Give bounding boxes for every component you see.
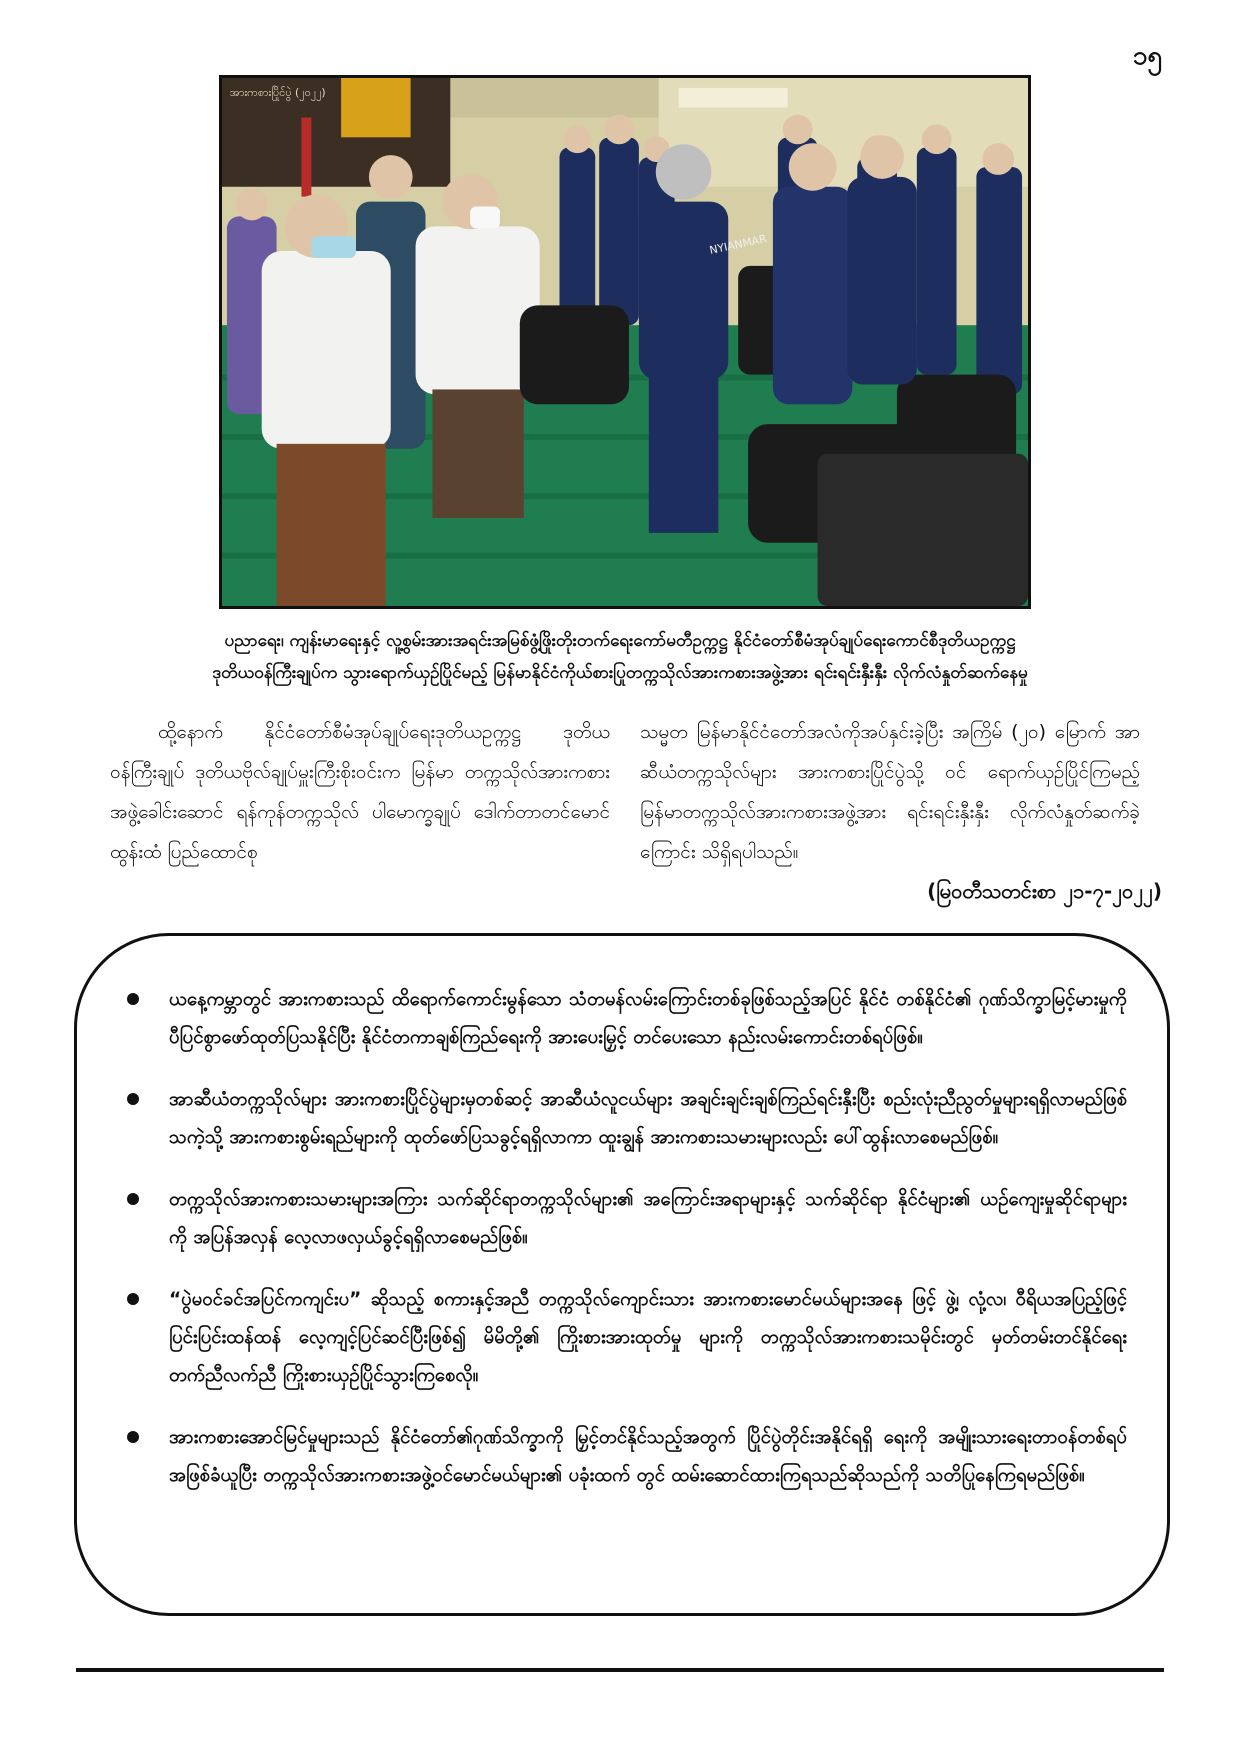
article-left-column: ထို့နောက် နိုင်ငံတော်စီမံအုပ်ချုပ်ရေးဒုတိယဥက္ကဋ္ဌ ဒုတိယဝန်ကြီးချုပ် ဒုတိယဗိုလ်ချုပ်မှူးကြီးစိုးဝင်းက မြန်မာ တက္ကသိုလ်အားကစားအဖွဲ့ခေါင်းဆောင် ရန်ကုန်တက္ကသိုလ် ပါမောက္ခချုပ် ဒေါက်တာတင်မောင်ထွန်းထံ ပြည်ထောင်စု <box>110 721 610 863</box>
stage-banner-text: အားကစားပြိုင်ပွဲ (၂၀၂၂) <box>229 85 326 99</box>
list-item <box>127 1281 1127 1395</box>
page-number: ၁၅ <box>1132 41 1162 71</box>
photo-caption <box>80 625 1160 689</box>
list-item <box>127 1419 1127 1495</box>
highlights-box <box>74 933 1170 1616</box>
caption-line-2: ဒုတိယဝန်ကြီးချုပ်က သွားရောက်ယှဉ်ပြိုင်မည့် မြန်မာနိုင်ငံကိုယ်စားပြုတက္ကသိုလ်အားကစားအဖွဲ့အား ရင်းရင်းနှီးနှီး လိုက်လံနှုတ်ဆက်နေမှု <box>212 663 1028 683</box>
bullet-icon <box>127 993 139 1005</box>
highlight-text: ယနေ့ကမ္ဘာတွင် အားကစားသည် ထိရောက်ကောင်းမွန်သော သံတမန်လမ်းကြောင်းတစ်ခုဖြစ်သည့်အပြင် နိုင်ငံ တစ်နိုင်ငံ၏ ဂုဏ်သိက္ခာမြင့်မားမှုကို ပီပြင်စွာဖော်ထုတ်ပြသနိုင်ပြီး နိုင်ငံတကာချစ်ကြည်ရေးကို အားပေးမြှင့် တင်ပေးသော နည်းလမ်းကောင်းတစ်ရပ်ဖြစ်။ <box>169 989 1127 1048</box>
list-item <box>127 1181 1127 1257</box>
list-item <box>127 1081 1127 1157</box>
highlight-text: “ပွဲမဝင်ခင်အပြင်ကကျင်းပ” ဆိုသည့် စကားနှင့်အညီ တက္ကသိုလ်ကျောင်းသား အားကစားမောင်မယ်များအနေ ဖြင့် ဖွဲ့၊ လုံ့လ၊ ဝီရိယအပြည့်ဖြင့် ပြင်းပြင်းထန်ထန် လေ့ကျင့်ပြင်ဆင်ပြီးဖြစ်၍ မိမိတို့၏ ကြိုးစားအားထုတ်မှု များကို တက္ကသိုလ်အားကစားသမိုင်းတွင် မှတ်တမ်းတင်နိုင်ရေး တက်ညီလက်ညီ ကြိုးစားယှဉ်ပြိုင်သွားကြစေလို။ <box>169 1289 1127 1386</box>
bullet-icon <box>127 1293 139 1305</box>
bottom-divider <box>76 1668 1164 1672</box>
highlight-text: တက္ကသိုလ်အားကစားသမားများအကြား သက်ဆိုင်ရာတက္ကသိုလ်များ၏ အကြောင်းအရာများနှင့် သက်ဆိုင်ရာ နိုင်ငံများ၏ ယဉ်ကျေးမှုဆိုင်ရာများကို အပြန်အလှန် လေ့လာဖလှယ်ခွင့်ရရှိလာစေမည်ဖြစ်။ <box>169 1189 1127 1248</box>
article-source: (မြဝတီသတင်းစာ ၂၁-၇-၂၀၂၂) <box>927 879 1162 903</box>
jacket-text: NYIANMAR <box>708 232 768 257</box>
news-photo <box>219 75 1031 609</box>
article-right-column: သမ္မတ မြန်မာနိုင်ငံတော်အလံကိုအပ်နှင်းခဲ့ပြီး အကြိမ် (၂၀) မြောက် အာဆီယံတက္ကသိုလ်များ အားကစားပြိုင်ပွဲသို့ ဝင် ရောက်ယှဉ်ပြိုင်ကြမည့် မြန်မာတက္ကသိုလ်အားကစားအဖွဲ့အား ရင်းရင်းနှီးနှီး လိုက်လံနှုတ်ဆက်ခဲ့ကြောင်း သိရှိရပါသည်။ <box>640 721 1140 863</box>
bullet-icon <box>127 1093 139 1105</box>
list-item <box>127 981 1127 1057</box>
highlights-list <box>127 981 1127 1519</box>
highlight-text: အားကစားအောင်မြင်မှုများသည် နိုင်ငံတော်၏ဂုဏ်သိက္ခာကို မြှင့်တင်နိုင်သည့်အတွက် ပြိုင်ပွဲတိုင်းအနိုင်ရရှိ ရေးကို အမျိုးသားရေးတာဝန်တစ်ရပ်အဖြစ်ခံယူပြီး တက္ကသိုလ်အားကစားအဖွဲ့ဝင်မောင်မယ်များ၏ ပခုံးထက် တွင် ထမ်းဆောင်ထားကြရသည်ဆိုသည်ကို သတိပြုနေကြရမည်ဖြစ်။ <box>169 1427 1127 1486</box>
bullet-icon <box>127 1431 139 1443</box>
caption-line-1: ပညာရေး၊ ကျန်းမာရေးနှင့် လူ့စွမ်းအားအရင်းအမြစ်ဖွံ့ဖြိုးတိုးတက်ရေးကော်မတီဥက္ကဋ္ဌ နိုင်ငံတော်စီမံအုပ်ချုပ်ရေးကောင်စီဒုတိယဥက္ကဋ္ဌ <box>224 631 1016 651</box>
photo-illustration <box>222 78 1028 606</box>
bullet-icon <box>127 1193 139 1205</box>
highlight-text: အာဆီယံတက္ကသိုလ်များ အားကစားပြိုင်ပွဲများမှတစ်ဆင့် အာဆီယံလူငယ်များ အချင်းချင်းချစ်ကြည်ရင်းနှီးပြီး စည်းလုံးညီညွတ်မှုများရရှိလာမည်ဖြစ်သကဲ့သို့ အားကစားစွမ်းရည်များကို ထုတ်ဖော်ပြသခွင့်ရရှိလာကာ ထူးချွန် အားကစားသမားများလည်း ပေါ်ထွန်းလာစေမည်ဖြစ်။ <box>169 1089 1127 1148</box>
